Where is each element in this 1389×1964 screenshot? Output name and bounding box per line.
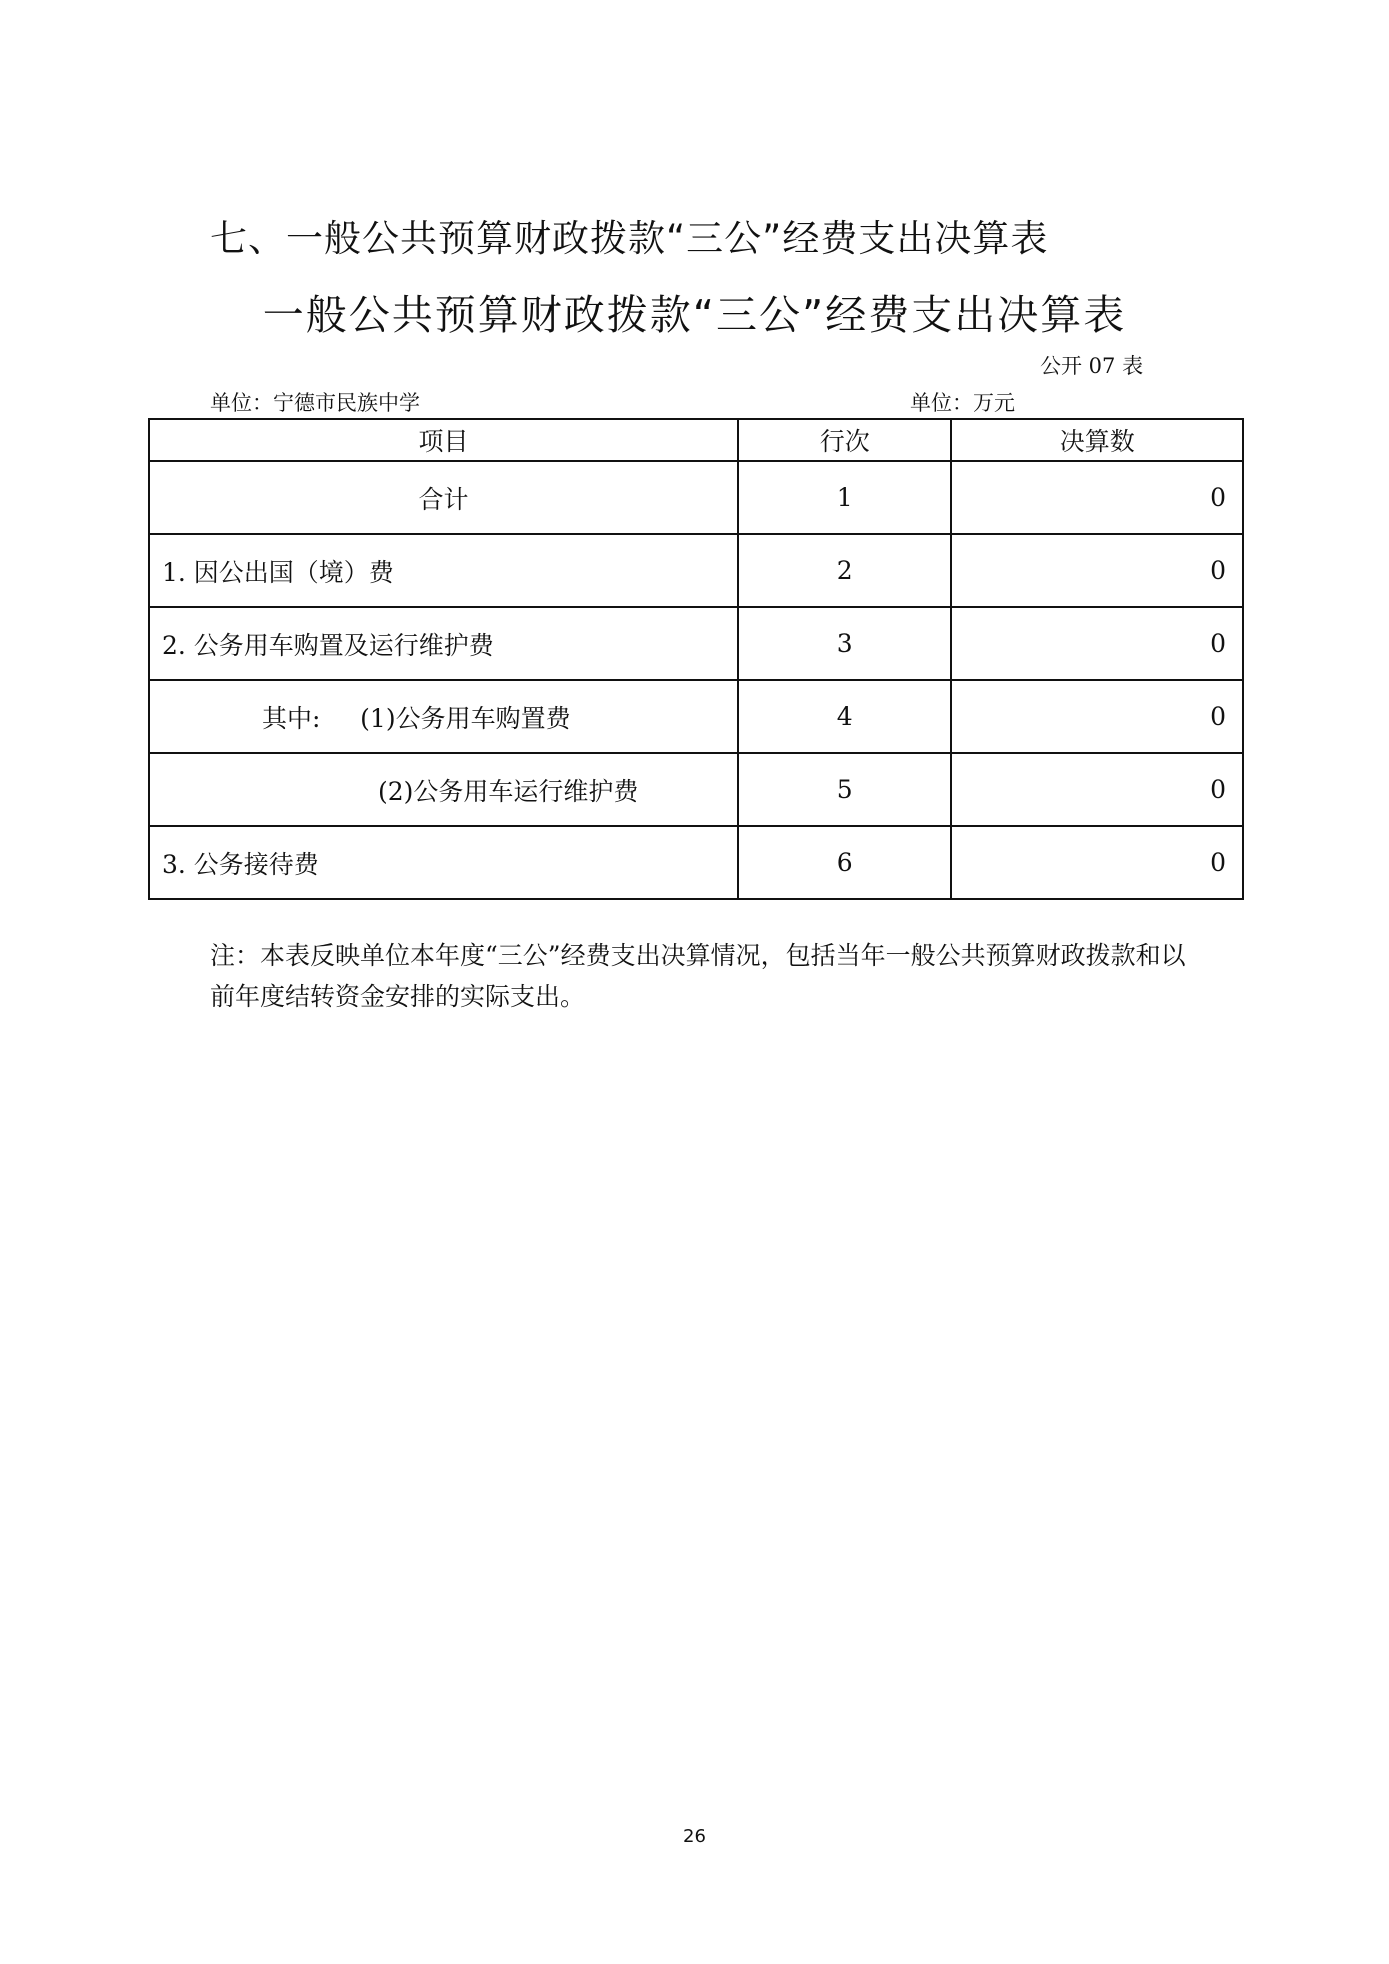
row-line-number: 4 [738,680,951,753]
row-amount: 0 [951,534,1243,607]
section-heading: 七、一般公共预算财政拨款“三公”经费支出决算表 [210,217,1049,260]
table-row [149,534,1243,607]
table-row [149,680,1243,753]
table-row [149,461,1243,534]
row-amount: 0 [951,461,1243,534]
row-item: 2. 公务用车购置及运行维护费 [149,607,738,680]
table-note: 注：本表反映单位本年度“三公”经费支出决算情况，包括当年一般公共预算财政拨款和以前年度结转资金安排的实际支出。 [210,941,1186,1011]
table-title: 一般公共预算财政拨款“三公”经费支出决算表 [262,291,1127,339]
currency-unit: 单位：万元 [910,391,1015,415]
table-row [149,607,1243,680]
page-number: 26 [683,1826,706,1847]
row-line-number: 1 [738,461,951,534]
row-line-number: 6 [738,826,951,899]
row-amount: 0 [951,680,1243,753]
row-line-number: 5 [738,753,951,826]
header-line-number: 行次 [738,419,951,461]
header-final-amount: 决算数 [951,419,1243,461]
table-row [149,826,1243,899]
expenditure-table [148,418,1244,900]
row-amount: 0 [951,607,1243,680]
reporting-unit: 单位：宁德市民族中学 [210,391,420,415]
form-code: 公开 07 表 [1040,354,1144,378]
header-item: 项目 [149,419,738,461]
row-item: (2)公务用车运行维护费 [149,753,738,826]
row-item: 1. 因公出国（境）费 [149,534,738,607]
row-item: 合计 [149,461,738,534]
row-line-number: 2 [738,534,951,607]
table-header-row [149,419,1243,461]
row-line-number: 3 [738,607,951,680]
table-row [149,753,1243,826]
row-item: 3. 公务接待费 [149,826,738,899]
row-item: 其中: (1)公务用车购置费 [149,680,738,753]
row-amount: 0 [951,826,1243,899]
row-amount: 0 [951,753,1243,826]
